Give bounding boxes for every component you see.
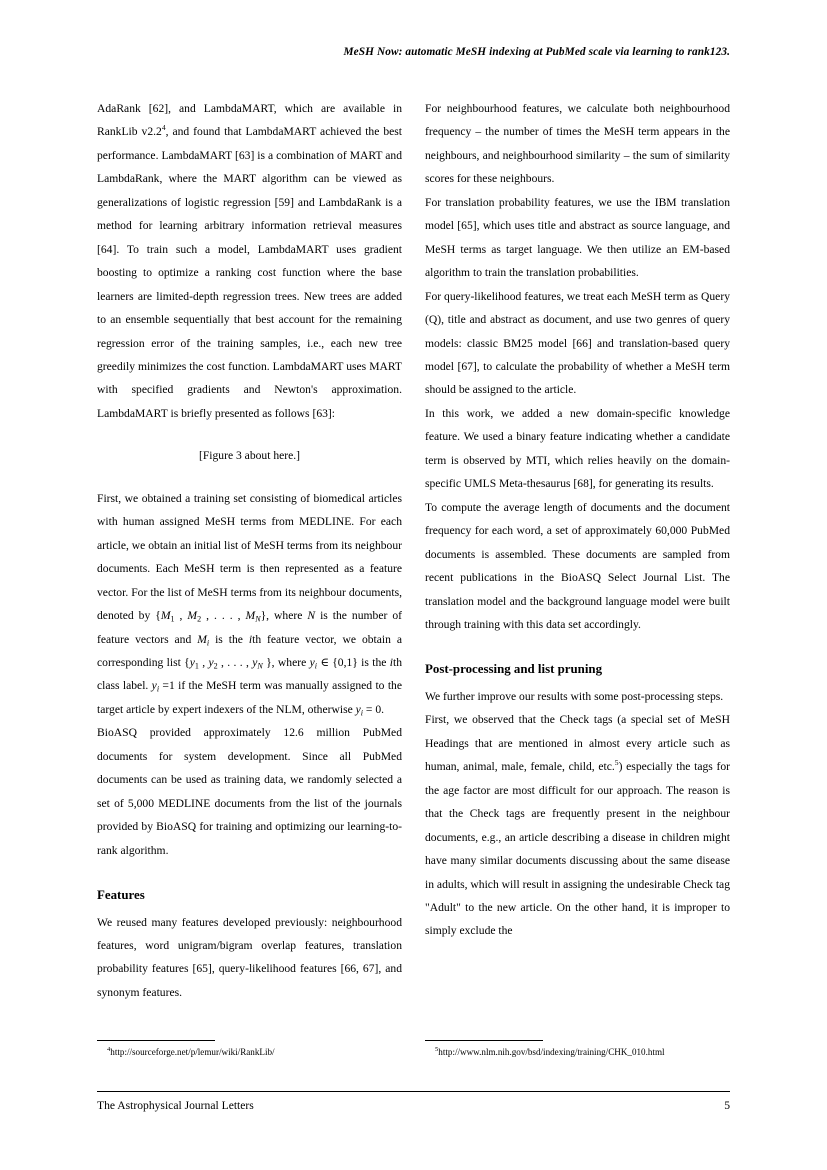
math-yi-2: $y_i$ [151,679,160,694]
paragraph-bioasq-dataset: BioASQ provided approximately 12.6 million PubMed documents for system development. Since all PubMed documents can be used as training data, we randomly selected a set of 5,000 MEDLINE documents from the list of the journals provided by BioASQ for training and optimizing our learning-to-rank algorithm. [97,726,402,857]
footnote-5-url[interactable]: http://www.nlm.nih.gov/bsd/indexing/training/CHK_010.html [438,1047,665,1057]
math-ith-1: i [248,632,253,646]
page-footer [97,1091,730,1112]
footnote-marker-4: 4 [161,123,166,133]
left-column [97,97,402,1032]
training-set-j: = 0. [363,702,385,716]
footnote-rule-left [97,1040,215,1041]
math-sep-1: , [174,609,188,623]
footnote-5-marker: 5 [435,1045,439,1053]
math-m2: $M_2$ [187,609,202,624]
math-yi-1: $y_i$ [309,655,317,671]
math-sep-4: , . . . , [217,655,253,669]
paragraph-neighbourhood-features: For neighbourhood features, we calculate both neighbourhood frequency – the number of times the MeSH term appears in the neighbours, and neighbourhood similarity – the sum of similarity scores for these neighbours. [425,102,730,186]
footnote-left [97,1040,402,1059]
right-column [425,97,730,1032]
running-head: MeSH Now: automatic MeSH indexing at PubMed scale via learning to rank123. [343,46,730,58]
training-set-a: First, we obtained a training set consisting of biomedical articles with human assigned MeSH terms from MEDLINE. For each article, we obtain an initial list of MeSH terms from its neighbour documents. Each MeSH term is then represented as a feature vector. For the list of MeSH terms from its neighbour documents, denoted by { [97,491,402,623]
footer-row [97,1092,730,1112]
math-yn: $y_N$ [252,655,263,671]
footer-page-number: 5 [724,1099,730,1113]
math-yi-3: $y_i$ [355,702,364,718]
footnote-marker-5: 5 [614,758,619,768]
footer-journal-name: The Astrophysical Journal Letters [97,1099,254,1113]
check-tags-b: ) especially the tags for the age factor are most difficult for our approach. The reason is that the Check tags are frequently present in the neighbour documents, e.g., an article describing a disease in children might have many similar documents discussing about the same disease in adults, which will result in assigning the undesirable Check tag "Adult" to the new article. On the other hand, it is improper to simply exclude the [425,760,730,938]
paragraph-post-processing-intro: We further improve our results with some post-processing steps. [425,689,724,703]
math-sep-3: , [198,655,209,669]
training-set-f: }, where [262,655,310,669]
math-mn: $M_N$ [245,609,261,624]
math-n: N [307,609,316,623]
footnote-rule-right [425,1040,543,1041]
math-mi: $M_i$ [197,632,210,647]
training-set-g: ∈ {0,1} is the [316,655,390,669]
figure-placeholder: [Figure 3 about here.] [198,449,301,463]
training-set-h: th class label. [97,655,403,693]
heading-features: Features [97,888,145,903]
paragraph-lambdamart [97,97,402,425]
footnotes-area [97,1040,730,1059]
math-ith-2: i [389,655,393,669]
footnote-4-url[interactable]: http://sourceforge.net/p/lemur/wiki/RankLib/ [110,1047,275,1057]
paragraph-domain-knowledge: In this work, we added a new domain-specific knowledge feature. We used a binary feature indicating whether a candidate term is observed by MTI, which relies heavily on the domain-specific UMLS Meta-thesaurus [68], for generating its results. [425,406,730,491]
paragraph-lambdamart-part2: , and found that LambdaMART achieved the best performance. LambdaMART [63] is a combination of MART and LambdaRank, where the MART algorithm can be viewed as generalizations of logistic regression [59] and LambdaRank is a method for learning arbitrary information retrieval measures [64]. To train such a model, LambdaMART uses gradient boosting to optimize a ranking cost function where the base learners are limited-depth regression trees. New trees are added to an ensemble sequentially that best account for the remaining regression error of the training samples, i.e., each new tree greedily minimizes the cost function. LambdaMART uses MART with specified gradients and Newton's approximation. LambdaMART is briefly presented as follows [63]: [97,125,402,420]
training-set-c: is the number of feature vectors and [97,609,402,646]
training-set-e: th feature vector, we obtain a corresponding list { [97,632,403,669]
paragraph-lambdamart-part1: AdaRank [62], and LambdaMART, which are available in RankLib v2.2 [97,102,402,139]
math-y1: $y_1$ [189,655,199,671]
math-sep-2: , . . . , [201,609,246,623]
two-column-body [97,97,730,1032]
paragraph-document-statistics: To compute the average length of documents and the document frequency for each word, a set of approximately 60,000 PubMed documents is assembled. These documents are sampled from recent publications in the BioASQ Select Journal List. The translation model and the background language model were built through training with this data set accordingly. [425,500,730,631]
footnote-4-marker: 4 [107,1045,111,1053]
math-m1: $M_1$ [160,609,175,624]
footnote-4-text [97,1046,402,1059]
heading-post-processing: Post-processing and list pruning [425,662,603,677]
paragraph-reused-features: We reused many features developed previously: neighbourhood features, word unigram/bigram overlap features, translation probability features [65], query-likelihood features [66, 67], and synonym features. [97,915,402,999]
check-tags-a: First, we observed that the Check tags (a special set of MeSH Headings that are mentioned in almost every article such as human, animal, male, female, child, etc. [425,713,730,774]
math-y2: $y_2$ [208,655,218,671]
training-set-b: }, where [260,609,308,623]
paragraph-training-set [97,487,402,722]
paragraph-query-likelihood: For query-likelihood features, we treat each MeSH term as Query (Q), title and abstract as document, and use two genres of query models: classic BM25 model [66] and translation-based query model [67], to calculate the probability of whether a MeSH term should be assigned to the article. [425,289,730,397]
paragraph-check-tags [425,708,730,943]
training-set-d: is the [209,632,249,646]
paragraph-translation-probability: For translation probability features, we use the IBM translation model [65], which uses title and abstract as source language, and MeSH terms as target language. We then utilize an EM-based algorithm to train the translation probabilities. [425,195,730,280]
footnote-right [425,1040,730,1059]
footnote-5-text [425,1046,730,1059]
training-set-i: =1 if the MeSH term was manually assigned to the target article by expert indexers of the NLM, otherwise [97,679,402,716]
